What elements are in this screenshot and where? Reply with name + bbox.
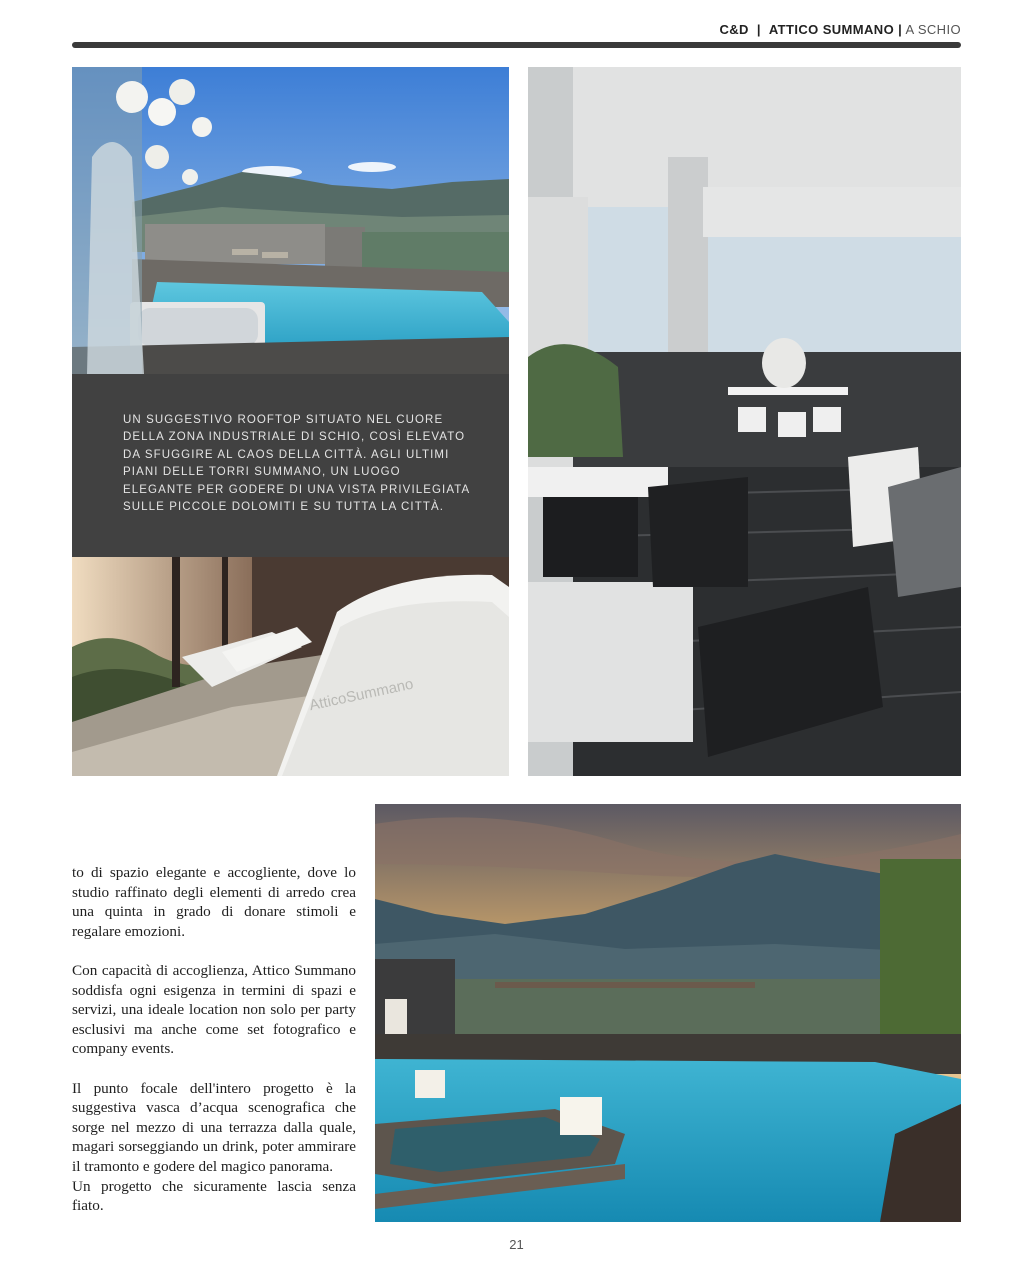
page-number: 21 [509,1237,524,1252]
towel-print-text: AtticoSummano [307,675,415,715]
article-paragraph: Con capacità di accoglienza, Attico Summano soddisfa ogni esigenza in termini di spazi e servizi, una ideale location non solo per party esclusivi ma anche come set fotografico e company events. [72,961,356,1058]
sunset-pool-photo [375,804,961,1222]
article-paragraph: Un progetto che sicuramente lascia senza fiato. [72,1177,356,1215]
header-title: ATTICO SUMMANO [768,22,895,37]
header-brand: C&D [719,22,749,37]
rooftop-pool-photo [72,67,509,374]
header-separator: | [756,22,761,37]
towel-sunbed-photo [72,557,509,776]
caption-box [72,374,509,557]
header-location-separator: | [898,22,903,37]
running-header [719,22,961,37]
header-rule [72,42,961,48]
caption-text: UN SUGGESTIVO ROOFTOP SITUATO NEL CUORE DELLA ZONA INDUSTRIALE DI SCHIO, COSÌ ELEVATO DA SFUGGIRE AL CAOS DELLA CITTÀ. AGLI ULTIMI PIANI DELLE TORRI SUMMANO, UN LUOGO ELEGANTE PER GODERE DI UNA VISTA PRIVILEGIATA SULLE PICCOLE DOLOMITI E SU TUTTA LA CITTÀ. [123,414,470,514]
header-location: A SCHIO [905,22,961,37]
article-body [72,863,356,1216]
article-paragraph: to di spazio elegante e accogliente, dove lo studio raffinato degli elementi di arredo crea una quinta in grado di donare stimoli e regalare emozioni. [72,864,356,940]
article-paragraph: Il punto focale dell'intero progetto è la suggestiva vasca d’acqua scenografica che sorge nel mezzo di una terrazza dalla quale, magari sorseggiando un drink, poter ammirare il tramonto e godere del magico panorama. [72,1079,356,1175]
terrace-tables-photo [528,67,961,776]
